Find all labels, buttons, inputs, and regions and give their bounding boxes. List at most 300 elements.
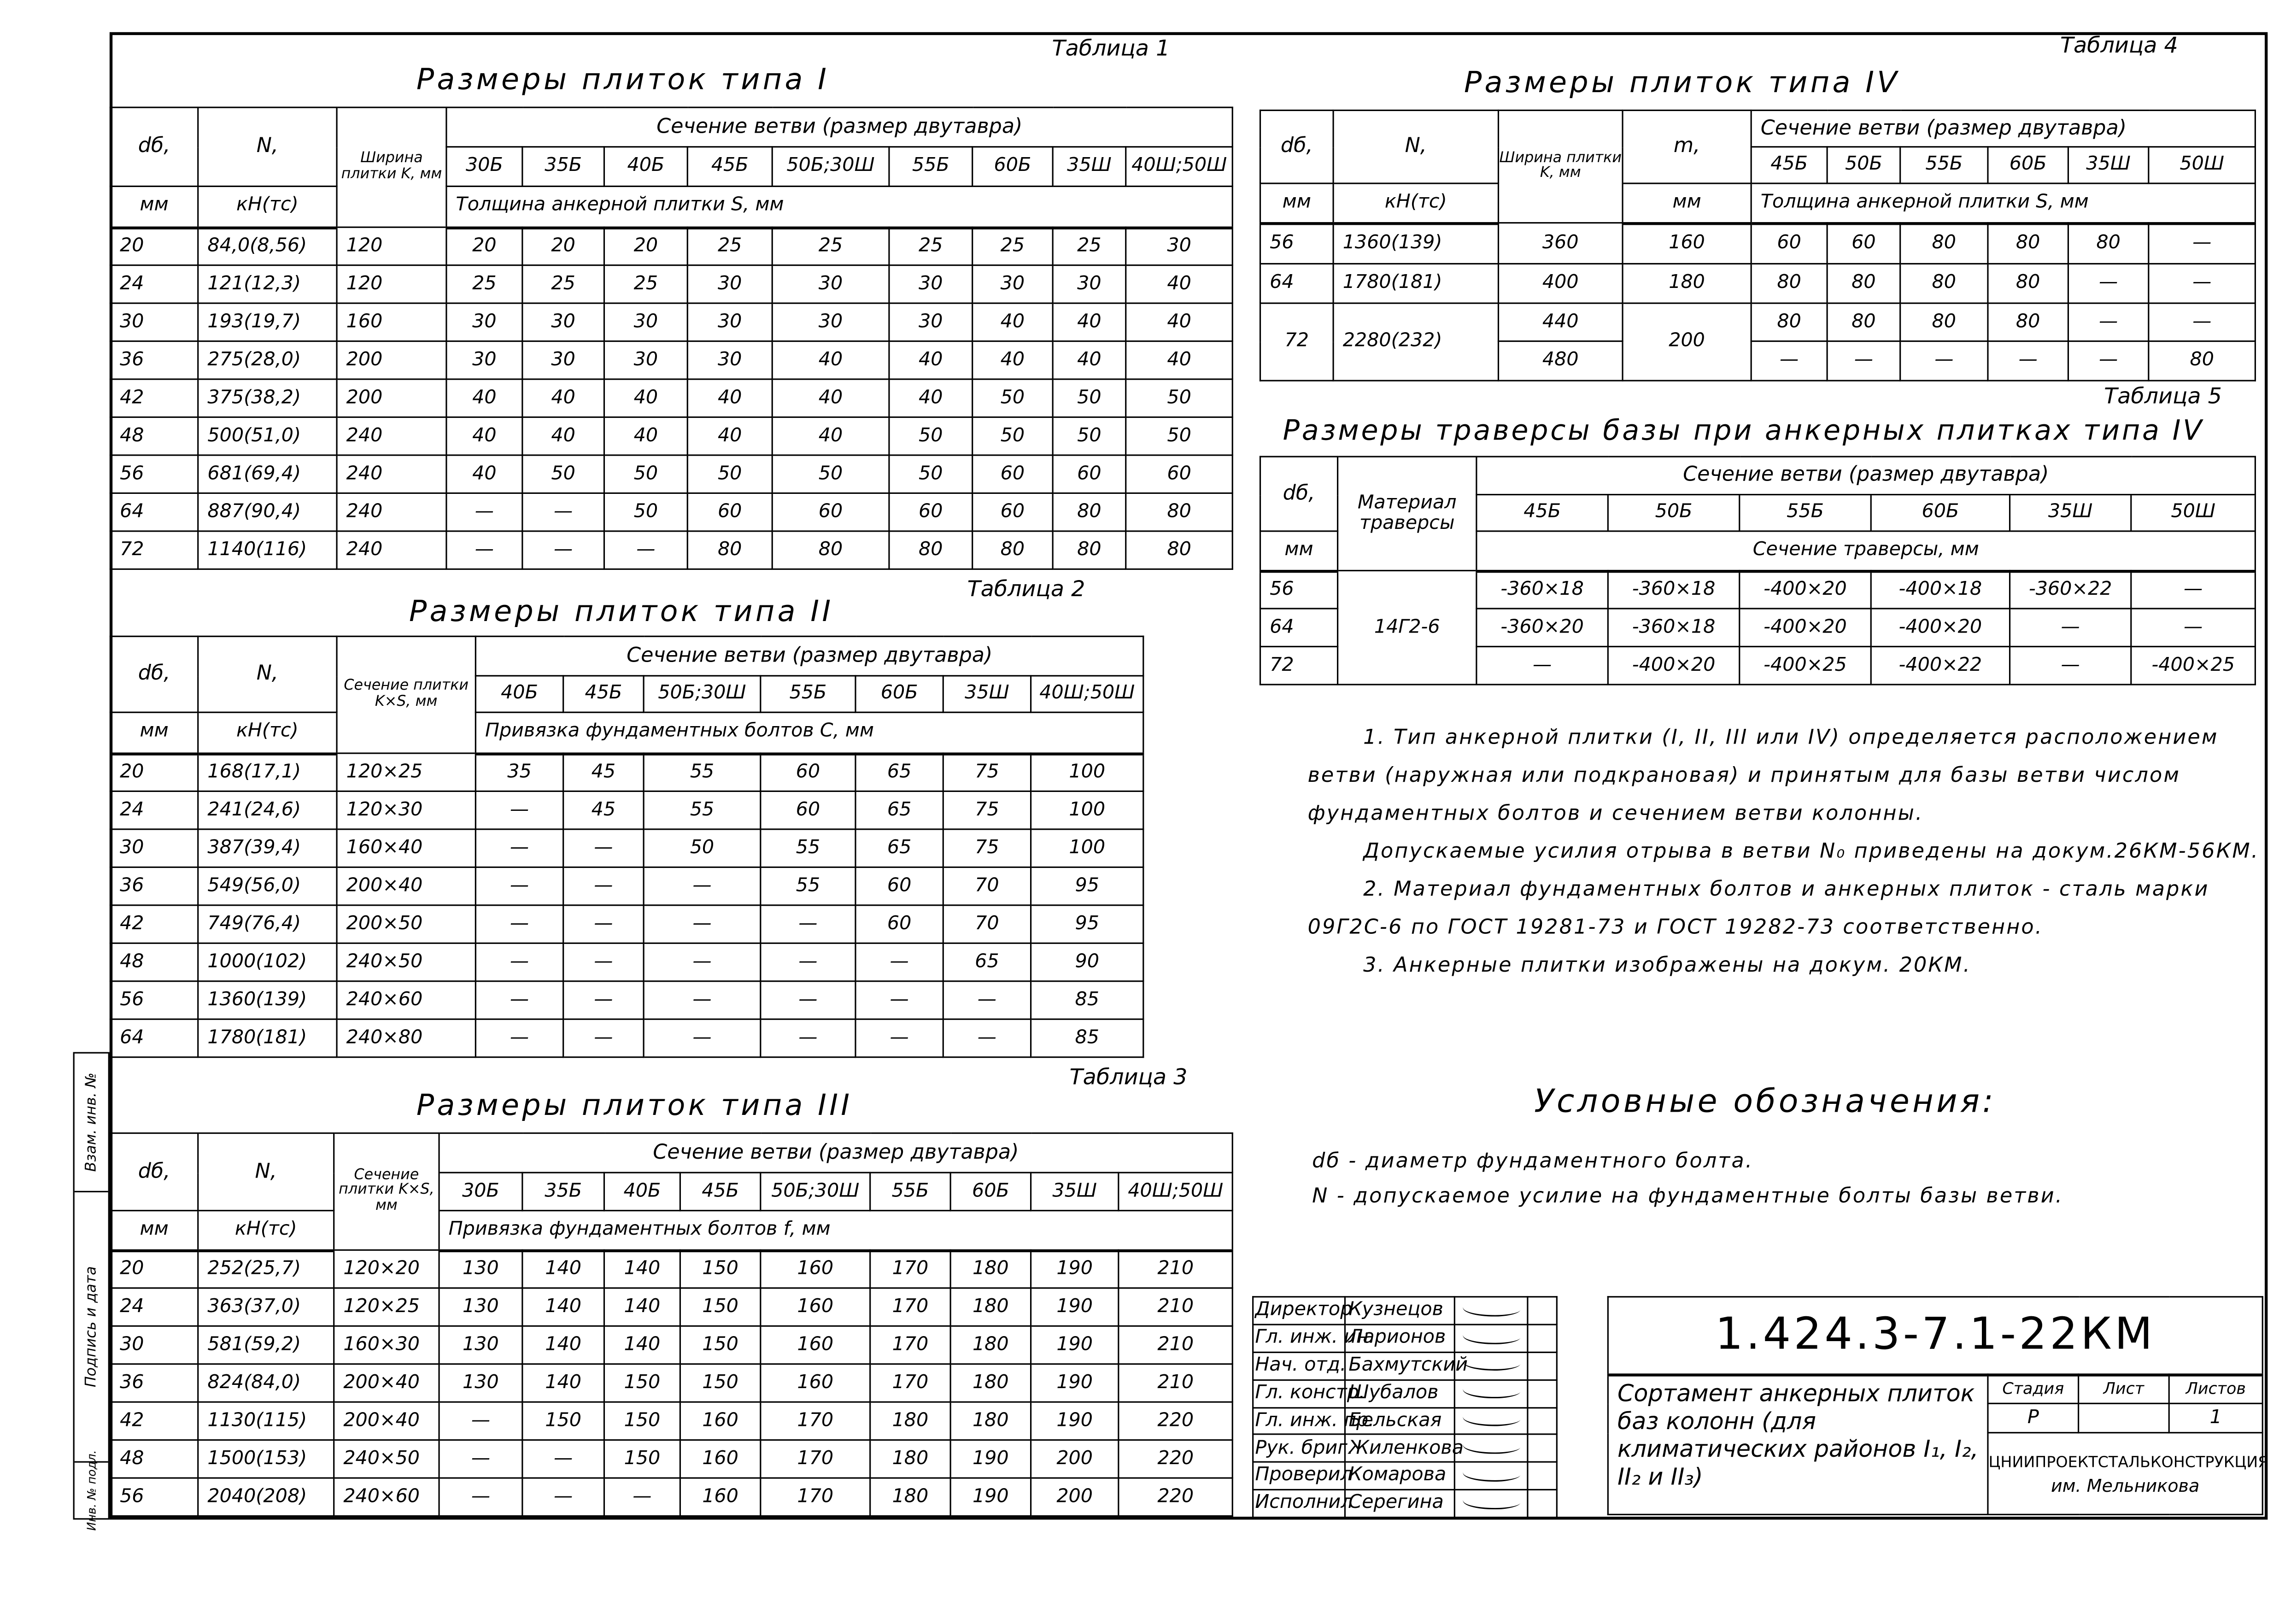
cell-value: 25	[522, 265, 604, 303]
cell-value: 80	[1988, 264, 2068, 303]
cell-n: 375(38,2)	[198, 379, 337, 417]
cell-value: 40	[1126, 265, 1233, 303]
header-group: Сечение ветви (размер двутавра)	[446, 107, 1233, 147]
cell-value: 100	[1031, 753, 1143, 791]
cell-value: 220	[1119, 1402, 1233, 1440]
cell-value: 150	[522, 1402, 604, 1440]
signer-role: Рук. бриг.	[1253, 1435, 1345, 1462]
cell-n: 2040(208)	[198, 1478, 334, 1516]
cell-value: 140	[522, 1326, 604, 1364]
cell-n: 2280(232)	[1333, 303, 1498, 381]
cell-value: 40	[1126, 303, 1233, 341]
legend-item: N - допускаемое усилие на фундаментные болты базы ветви.	[1312, 1185, 2064, 1208]
cell-value: 25	[1053, 227, 1126, 265]
cell-n: 168(17,1)	[198, 753, 337, 791]
cell-value: —	[446, 493, 522, 531]
cell-value: —	[475, 943, 563, 981]
spacer	[1557, 1407, 1608, 1435]
signer-role: Проверил	[1253, 1462, 1345, 1490]
cell-value: 170	[761, 1440, 870, 1478]
sheets-value: 1	[2169, 1403, 2262, 1432]
cell-value: —	[644, 867, 761, 905]
cell-value: —	[2010, 646, 2131, 684]
cell-value: 50	[522, 455, 604, 493]
table-row	[110, 1326, 1232, 1364]
cell-value: —	[522, 493, 604, 531]
cell-value: 140	[522, 1288, 604, 1326]
cell-value: 30	[1126, 227, 1233, 265]
table-row	[1260, 571, 2256, 609]
header-d: dб,	[1260, 110, 1334, 183]
cell-value: 160	[680, 1478, 760, 1516]
cell-value: 50	[889, 455, 973, 493]
column-header: 60Б	[855, 676, 943, 712]
header-n-unit: кН(тс)	[198, 186, 337, 227]
cell-value: 60	[772, 493, 889, 531]
table1	[110, 107, 1233, 570]
signer-row	[1253, 1407, 1608, 1435]
table-row	[110, 829, 1143, 867]
cell-value: 20	[522, 227, 604, 265]
header-sub: Толщина анкерной плитки S, мм	[446, 186, 1233, 227]
date-cell	[1528, 1380, 1557, 1407]
cell-d: 48	[110, 417, 198, 455]
table-row	[110, 1288, 1232, 1326]
cell-value: 80	[1900, 223, 1988, 264]
cell-d: 64	[110, 493, 198, 531]
table2	[110, 636, 1144, 1058]
cell-value: 40	[772, 341, 889, 379]
cell-k: 200×40	[334, 1364, 439, 1402]
header-group: Сечение ветви (размер двутавра)	[1751, 110, 2255, 147]
sheets-label: Листов	[2169, 1374, 2262, 1403]
signer-name: Кузнецов	[1345, 1297, 1454, 1325]
date-cell	[1528, 1325, 1557, 1352]
legend	[1312, 1144, 2063, 1214]
signature-scribble-icon	[1459, 1410, 1523, 1426]
cell-d: 20	[110, 1250, 198, 1288]
cell-value: 170	[761, 1478, 870, 1516]
cell-value: —	[943, 1019, 1031, 1057]
cell-n: 241(24,6)	[198, 791, 337, 829]
cell-value: -400×20	[1740, 571, 1871, 609]
cell-d: 24	[110, 265, 198, 303]
cell-value: 40	[604, 379, 687, 417]
cell-value: 180	[870, 1478, 950, 1516]
signature	[1454, 1352, 1528, 1380]
cell-k: 200	[337, 341, 446, 379]
cell-value: 160	[680, 1402, 760, 1440]
cell-value: 170	[870, 1288, 950, 1326]
table4-label: Таблица 4	[2060, 32, 2178, 59]
signer-role: Гл. констр.	[1253, 1380, 1345, 1407]
cell-value: —	[522, 531, 604, 569]
header-sub: Сечение траверсы, мм	[1477, 531, 2256, 571]
spacer	[1557, 1462, 1608, 1490]
cell-n: 1780(181)	[1333, 264, 1498, 303]
column-header: 35Б	[522, 1173, 604, 1210]
cell-value: —	[475, 1019, 563, 1057]
signature-scribble-icon	[1459, 1355, 1523, 1371]
cell-d: 56	[110, 455, 198, 493]
cell-value: 130	[439, 1364, 522, 1402]
cell-value: 190	[950, 1478, 1031, 1516]
cell-value: —	[644, 905, 761, 943]
cell-n: 1500(153)	[198, 1440, 334, 1478]
cell-value: 45	[563, 753, 644, 791]
cell-n: 1140(116)	[198, 531, 337, 569]
cell-value: 40	[772, 379, 889, 417]
cell-value: 95	[1031, 867, 1143, 905]
cell-value: —	[855, 981, 943, 1019]
cell-value: —	[1827, 341, 1900, 381]
cell-value: 40	[522, 417, 604, 455]
cell-value: 60	[761, 791, 855, 829]
cell-d: 36	[110, 341, 198, 379]
table3-label: Таблица 3	[1069, 1063, 1188, 1090]
cell-value: 80	[1053, 531, 1126, 569]
cell-value: 60	[687, 493, 772, 531]
column-header: 60Б	[950, 1173, 1031, 1210]
cell-value: -400×20	[1740, 609, 1871, 646]
cell-value: 30	[772, 303, 889, 341]
cell-value: 190	[1031, 1402, 1119, 1440]
cell-k: 200×50	[337, 905, 475, 943]
cell-value: 30	[604, 341, 687, 379]
cell-value: —	[563, 905, 644, 943]
column-header: 45Б	[563, 676, 644, 712]
document-code: 1.424.3-7.1-22КМ	[1608, 1297, 2262, 1374]
cell-value: 60	[855, 905, 943, 943]
note-item: 3. Анкерные плитки изображены на докум. 20КМ.	[1363, 954, 1971, 978]
cell-value: —	[855, 943, 943, 981]
header-group: Сечение ветви (размер двутавра)	[439, 1133, 1233, 1173]
cell-value: 65	[855, 753, 943, 791]
cell-n: 193(19,7)	[198, 303, 337, 341]
cell-k: 240	[337, 493, 446, 531]
column-header: 50Ш	[2149, 147, 2256, 183]
cell-value: 60	[889, 493, 973, 531]
signature	[1454, 1325, 1528, 1352]
cell-d: 36	[110, 1364, 198, 1402]
stage-label: Стадия	[1988, 1374, 2079, 1403]
cell-n: 84,0(8,56)	[198, 227, 337, 265]
cell-value: 150	[680, 1364, 760, 1402]
cell-value: 60	[973, 455, 1053, 493]
cell-value: —	[855, 1019, 943, 1057]
cell-d: 30	[110, 1326, 198, 1364]
cell-value: 90	[1031, 943, 1143, 981]
table1-label: Таблица 1	[1052, 35, 1170, 62]
cell-d: 30	[110, 303, 198, 341]
cell-value: 50	[973, 417, 1053, 455]
signer-name: Шубалов	[1345, 1380, 1454, 1407]
column-header: 40Ш;50Ш	[1126, 147, 1233, 187]
cell-value: -400×22	[1871, 646, 2010, 684]
cell-value: —	[943, 981, 1031, 1019]
side-label: Взам. инв. №	[83, 1073, 100, 1172]
column-header: 55Б	[1900, 147, 1988, 183]
cell-value: 80	[1900, 303, 1988, 341]
cell-value: 60	[1053, 455, 1126, 493]
cell-value: 80	[889, 531, 973, 569]
cell-k: 120	[337, 227, 446, 265]
spacer	[1557, 1490, 1608, 1518]
cell-value: 80	[1751, 264, 1827, 303]
table-row	[1260, 223, 2256, 264]
table-row	[110, 265, 1232, 303]
cell-value: -360×20	[1477, 609, 1608, 646]
cell-d: 20	[110, 753, 198, 791]
cell-value: 50	[604, 493, 687, 531]
cell-value: -360×18	[1608, 571, 1739, 609]
cell-d: 72	[1260, 303, 1334, 381]
signer-name: Комарова	[1345, 1462, 1454, 1490]
table-row	[110, 341, 1232, 379]
cell-value: 80	[2149, 341, 2256, 381]
cell-value: -400×20	[1871, 609, 2010, 646]
column-header: 45Б	[680, 1173, 760, 1210]
cell-k: 120×25	[337, 753, 475, 791]
cell-value: 50	[1126, 379, 1233, 417]
cell-k: 240×80	[337, 1019, 475, 1057]
cell-value: 75	[943, 829, 1031, 867]
cell-value: —	[475, 791, 563, 829]
table-row	[1260, 264, 2256, 303]
column-header: 30Б	[446, 147, 522, 187]
header-n-unit: кН(тс)	[198, 712, 337, 753]
cell-d: 56	[1260, 223, 1334, 264]
table-row	[110, 379, 1232, 417]
cell-value: 80	[1988, 303, 2068, 341]
cell-value: 140	[604, 1288, 680, 1326]
cell-value: —	[446, 531, 522, 569]
cell-value: 100	[1031, 791, 1143, 829]
header-n: N,	[198, 107, 337, 186]
cell-d: 48	[110, 943, 198, 981]
cell-value: 80	[687, 531, 772, 569]
cell-value: 30	[446, 303, 522, 341]
cell-k: 120×30	[337, 791, 475, 829]
cell-n: 275(28,0)	[198, 341, 337, 379]
table1-title: Размеры плиток типа I	[416, 61, 830, 97]
table3	[110, 1132, 1233, 1517]
cell-value: —	[563, 1019, 644, 1057]
note-item: 1. Тип анкерной плитки (I, II, III или IV) определяется расположением ветви (наружная или подкрановая) и принятым для базы ветви числом фундаментных болтов и сечением ветви колонны.	[1307, 726, 2219, 826]
cell-value: 140	[522, 1250, 604, 1288]
cell-n: 387(39,4)	[198, 829, 337, 867]
cell-value: 50	[644, 829, 761, 867]
cell-value: -400×18	[1871, 571, 2010, 609]
cell-value: 20	[446, 227, 522, 265]
cell-value: 30	[687, 265, 772, 303]
cell-value: 40	[973, 341, 1053, 379]
cell-value: 210	[1119, 1326, 1233, 1364]
table5-title: Размеры траверсы базы при анкерных плитках типа IV	[1283, 415, 2204, 447]
column-header: 35Ш	[2010, 495, 2131, 531]
cell-value: 70	[943, 905, 1031, 943]
cell-k: 240×60	[337, 981, 475, 1019]
cell-value: —	[439, 1440, 522, 1478]
column-header: 60Б	[973, 147, 1053, 187]
cell-value: 40	[973, 303, 1053, 341]
cell-value: 30	[522, 341, 604, 379]
table4-title: Размеры плиток типа IV	[1464, 64, 1900, 100]
header-k: Ширина плитки K, мм	[1498, 110, 1623, 223]
cell-value: 40	[522, 379, 604, 417]
table-row	[110, 867, 1143, 905]
side-label: Инв. № подл.	[84, 1450, 98, 1531]
cell-value: 60	[973, 493, 1053, 531]
cell-value: 70	[943, 867, 1031, 905]
cell-value: 40	[446, 455, 522, 493]
cell-value: 55	[644, 791, 761, 829]
cell-n: 887(90,4)	[198, 493, 337, 531]
cell-value: —	[644, 1019, 761, 1057]
cell-value: 170	[761, 1402, 870, 1440]
table-row	[110, 791, 1143, 829]
column-header: 35Ш	[1031, 1173, 1119, 1210]
side-label: Подпись и дата	[83, 1266, 100, 1388]
signers-table	[1252, 1296, 1608, 1518]
cell-value: 40	[889, 379, 973, 417]
column-header: 50Б;30Ш	[644, 676, 761, 712]
column-header: 50Б	[1608, 495, 1739, 531]
header-n: N,	[1333, 110, 1498, 183]
header-d-unit: мм	[1260, 183, 1334, 223]
date-cell	[1528, 1407, 1557, 1435]
table5-label: Таблица 5	[2104, 382, 2222, 410]
signature	[1454, 1462, 1528, 1490]
cell-d: 72	[110, 531, 198, 569]
sheet-label: Лист	[2079, 1374, 2169, 1403]
cell-value: 30	[889, 303, 973, 341]
cell-d: 36	[110, 867, 198, 905]
column-header: 55Б	[1740, 495, 1871, 531]
column-header: 50Б;30Ш	[761, 1173, 870, 1210]
cell-d: 42	[110, 1402, 198, 1440]
cell-k: 200×40	[334, 1402, 439, 1440]
cell-value: —	[475, 981, 563, 1019]
column-header: 55Б	[870, 1173, 950, 1210]
header-k: Сечение плитки K×S, мм	[337, 636, 475, 753]
cell-d: 24	[110, 1288, 198, 1326]
header-d-unit: мм	[110, 1211, 198, 1250]
cell-value: 50	[973, 379, 1053, 417]
cell-value: —	[439, 1478, 522, 1516]
cell-value: 30	[687, 303, 772, 341]
header-d-unit: мм	[1260, 531, 1338, 571]
cell-value: —	[644, 981, 761, 1019]
cell-value: 30	[973, 265, 1053, 303]
cell-value: 30	[889, 265, 973, 303]
cell-value: 80	[1053, 493, 1126, 531]
column-header: 45Б	[1477, 495, 1608, 531]
cell-value: 25	[973, 227, 1053, 265]
cell-value: 150	[680, 1326, 760, 1364]
cell-value: 80	[772, 531, 889, 569]
table-row	[110, 753, 1143, 791]
column-header: 45Б	[1751, 147, 1827, 183]
cell-value: 55	[761, 867, 855, 905]
cell-value: 210	[1119, 1364, 1233, 1402]
cell-value: 210	[1119, 1288, 1233, 1326]
cell-value: 190	[950, 1440, 1031, 1478]
cell-value: —	[1477, 646, 1608, 684]
cell-value: —	[2149, 223, 2256, 264]
signer-role: Исполнил	[1253, 1490, 1345, 1518]
cell-value: —	[761, 943, 855, 981]
column-header: 40Ш;50Ш	[1119, 1173, 1233, 1210]
cell-value: 60	[1827, 223, 1900, 264]
cell-value: 25	[687, 227, 772, 265]
table-row	[110, 493, 1232, 531]
signer-row	[1253, 1462, 1608, 1490]
cell-value: 180	[950, 1402, 1031, 1440]
table-row	[110, 417, 1232, 455]
column-header: 40Б	[475, 676, 563, 712]
cell-k: 440	[1498, 303, 1623, 341]
cell-value: 190	[1031, 1250, 1119, 1288]
cell-n: 1130(115)	[198, 1402, 334, 1440]
cell-d: 56	[1260, 571, 1338, 609]
column-header: 35Ш	[1053, 147, 1126, 187]
cell-value: 50	[772, 455, 889, 493]
signer-name: Серегина	[1345, 1490, 1454, 1518]
cell-value: 160	[680, 1440, 760, 1478]
cell-value: -360×22	[2010, 571, 2131, 609]
cell-value: 80	[1988, 223, 2068, 264]
cell-n: 363(37,0)	[198, 1288, 334, 1326]
cell-d: 64	[110, 1019, 198, 1057]
cell-value: —	[2149, 303, 2256, 341]
cell-value: 55	[644, 753, 761, 791]
table5	[1260, 456, 2256, 686]
cell-value: —	[563, 829, 644, 867]
table-row	[110, 227, 1232, 265]
organization-name: ЦНИИПРОЕКТСТАЛЬКОНСТРУКЦИЯ	[1988, 1453, 2269, 1471]
header-k: Ширина плитки K, мм	[337, 107, 446, 227]
note-item: 2. Материал фундаментных болтов и анкерных плиток - сталь марки 09Г2С-6 по ГОСТ 19281-73 и ГОСТ 19282-73 соответственно.	[1307, 878, 2209, 940]
cell-value: 170	[870, 1326, 950, 1364]
cell-n: 121(12,3)	[198, 265, 337, 303]
cell-value: 45	[563, 791, 644, 829]
cell-value: 40	[687, 417, 772, 455]
cell-value: 180	[950, 1364, 1031, 1402]
stage-value: Р	[1988, 1403, 2079, 1432]
cell-value: 30	[446, 341, 522, 379]
spacer	[1557, 1435, 1608, 1462]
signature	[1454, 1297, 1528, 1325]
column-header: 50Б;30Ш	[772, 147, 889, 187]
cell-value: 85	[1031, 981, 1143, 1019]
table-row	[110, 1478, 1232, 1516]
signature	[1454, 1407, 1528, 1435]
signature	[1454, 1435, 1528, 1462]
cell-n: 824(84,0)	[198, 1364, 334, 1402]
signer-row	[1253, 1380, 1608, 1407]
cell-value: 40	[687, 379, 772, 417]
cell-d: 56	[110, 981, 198, 1019]
cell-value: 180	[950, 1326, 1031, 1364]
cell-value: 80	[2068, 223, 2148, 264]
cell-value: 25	[772, 227, 889, 265]
cell-k: 200×40	[337, 867, 475, 905]
cell-value: —	[522, 1478, 604, 1516]
cell-k: 240	[337, 455, 446, 493]
cell-d: 30	[110, 829, 198, 867]
cell-value: —	[475, 867, 563, 905]
